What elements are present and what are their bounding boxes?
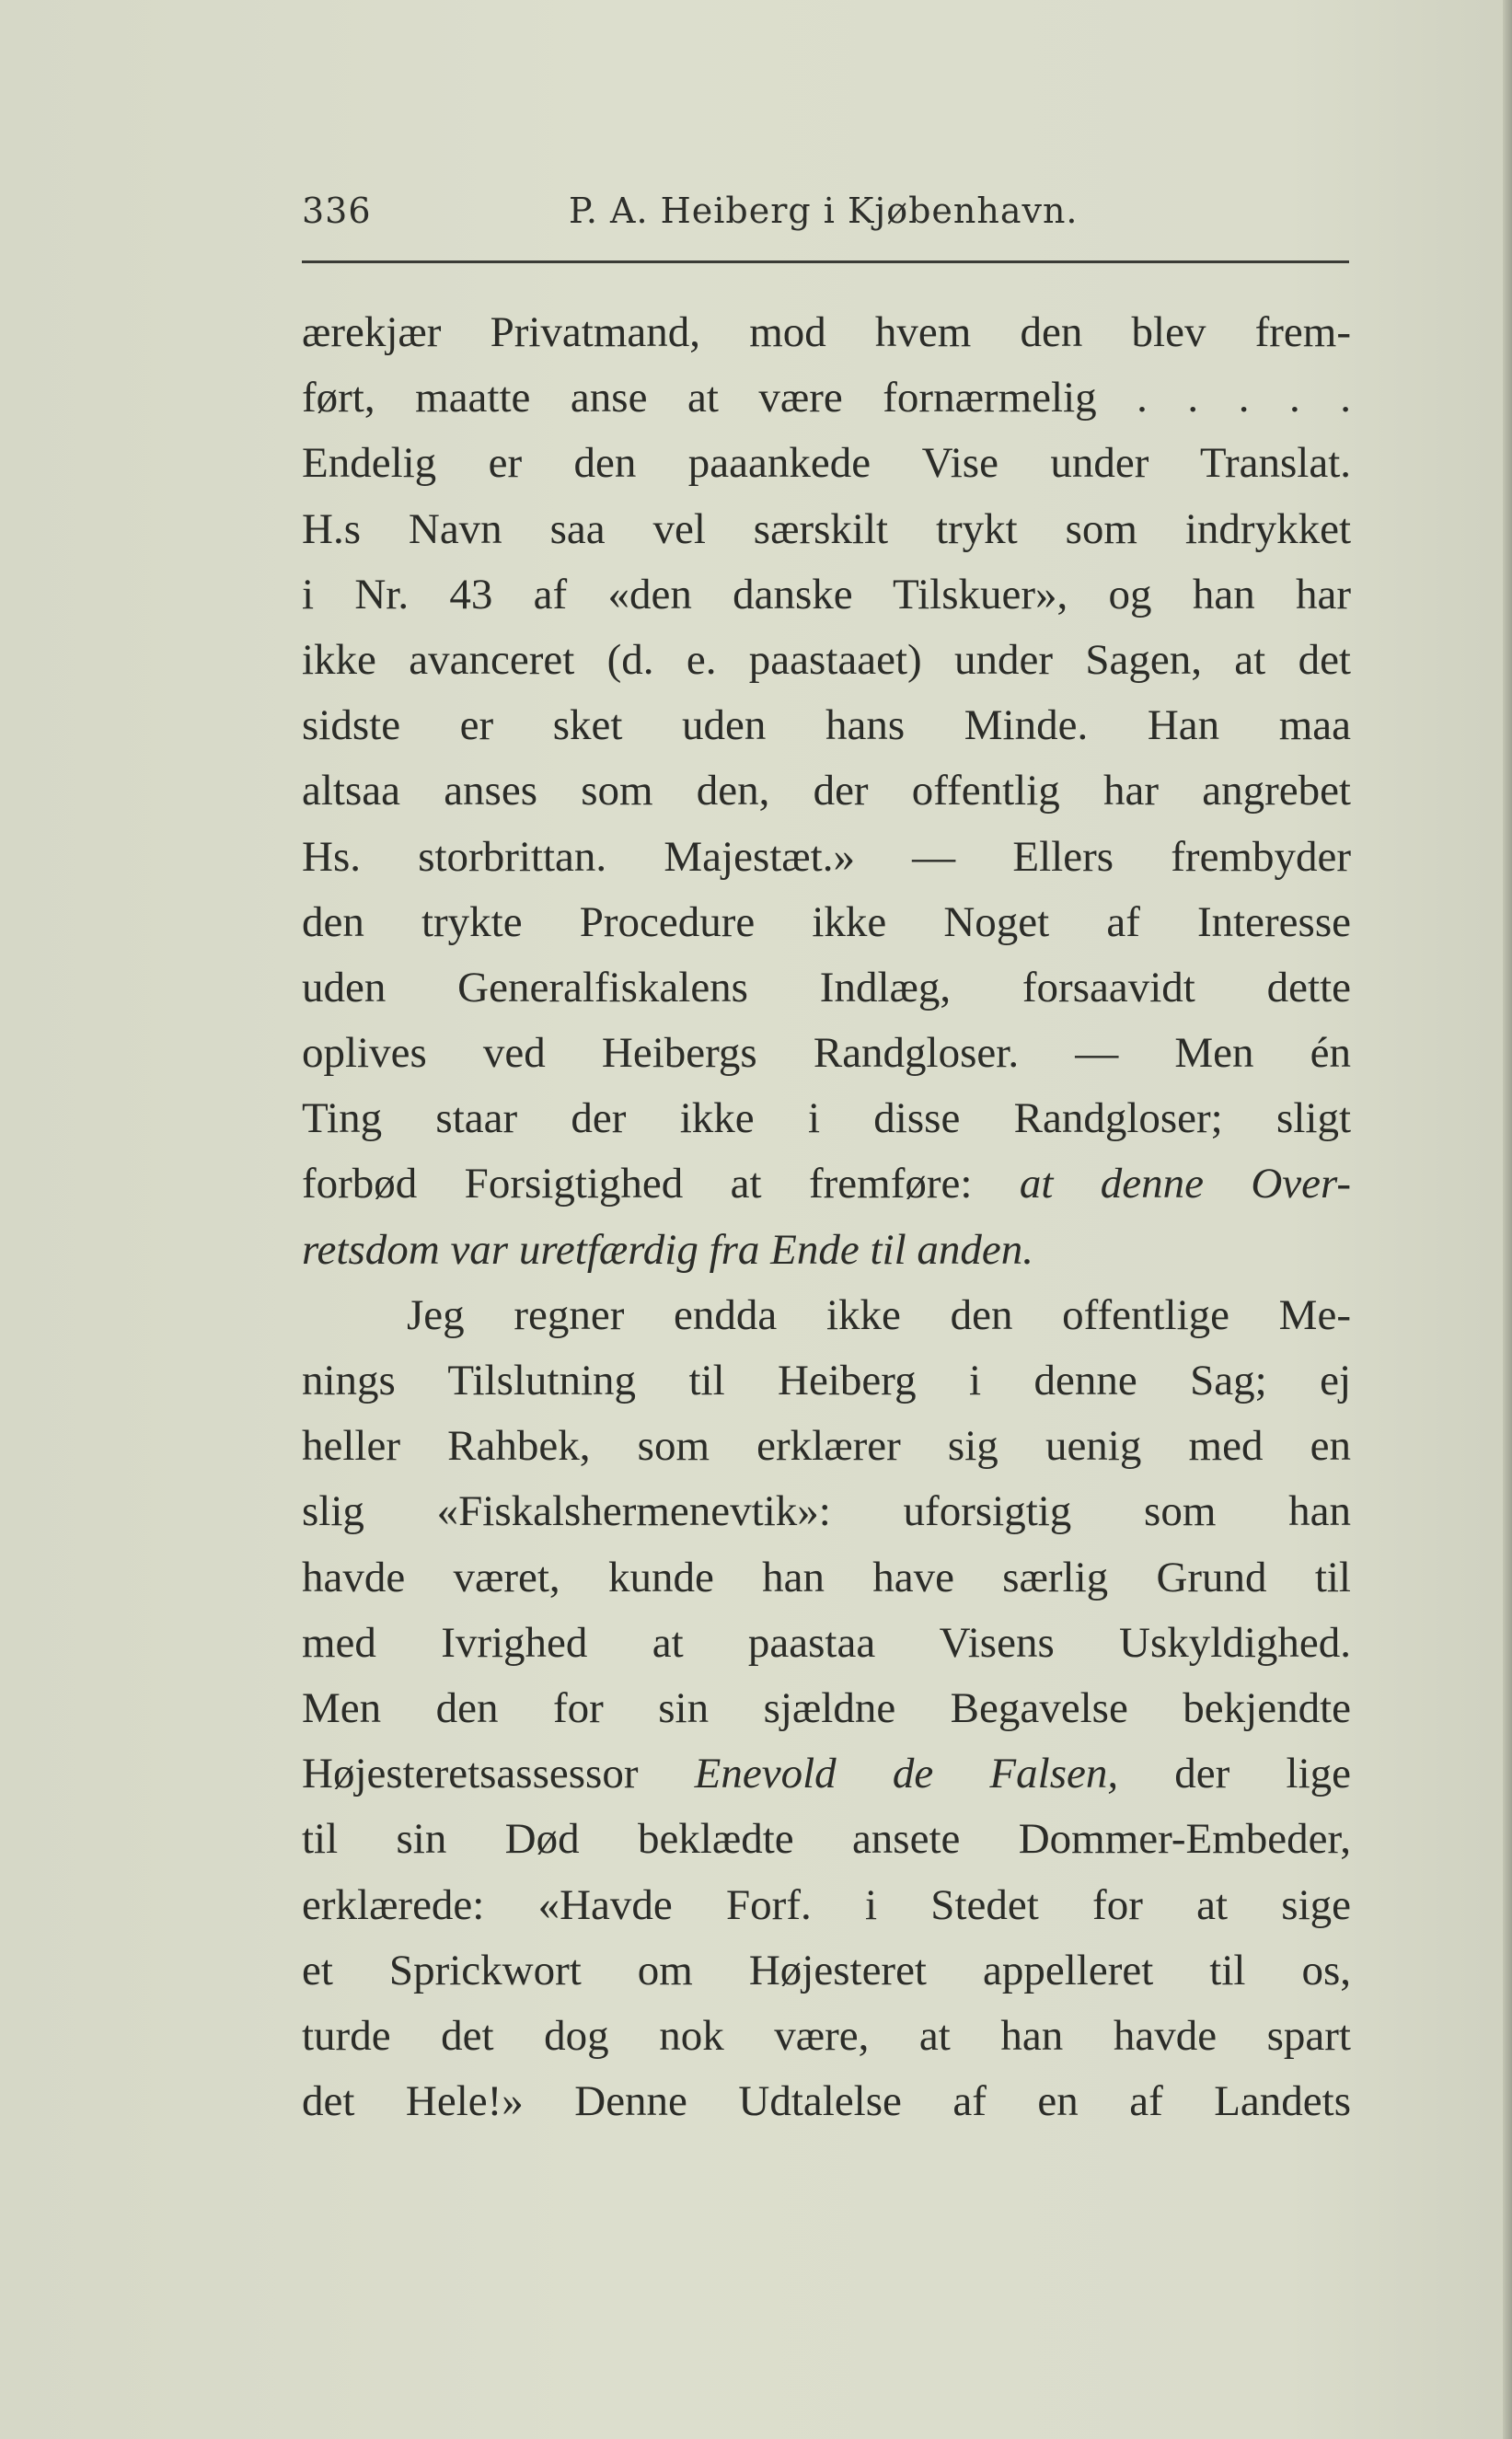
page-number: 336 [302,191,372,231]
text-line: et Sprickwort om Højesteret appelleret til os, [302,1946,1351,1994]
text-line: havde været, kunde han have særlig Grund til [302,1553,1351,1601]
page-edge-shadow [1503,0,1512,2439]
text-line: slig «Fiskalshermenevtik»: uforsigtig som han [302,1487,1351,1536]
text-line: med Ivrighed at paastaa Visens Uskyldighed. [302,1618,1351,1667]
body-text [302,300,1351,2134]
text-line: ført, maatte anse at være fornærmelig . . . . . [302,374,1351,422]
italic-name: Enevold de Falsen, [694,1750,1119,1798]
text-line: oplives ved Heibergs Randgloser. — Men én [302,1029,1351,1078]
text-line: Men den for sin sjældne Begavelse bekjendte [302,1683,1351,1732]
italic-phrase: retsdom var uretfærdig fra Ende til anden. [302,1225,1034,1274]
italic-phrase: at denne Over- [1019,1160,1352,1208]
text-line: det Hele!» Denne Udtalelse af en af Landets [302,2077,1351,2126]
text-line: til sin Død beklædte ansete Dommer-Embeder, [302,1815,1351,1864]
running-header [302,179,1351,235]
text-line: den trykte Procedure ikke Noget af Interesse [302,897,1351,946]
text-line: turde det dog nok være, at han havde spart [302,2011,1351,2060]
text-line: H.s Navn saa vel særskilt trykt som indrykket [302,504,1351,553]
text-line: Højesteretsassessor Enevold de Falsen, der lige [302,1750,1351,1798]
paragraph-first-line: Jeg regner endda ikke den offentlige Me- [407,1290,1351,1339]
text-line: nings Tilslutning til Heiberg i denne Sag; ej [302,1357,1351,1404]
text-line: heller Rahbek, som erklærer sig uenig med en [302,1422,1351,1471]
text-line: Hs. storbrittan. Majestæt.» — Ellers frembyder [302,832,1351,881]
text-line: ærekjær Privatmand, mod hvem den blev frem- [302,308,1351,356]
text-line: Ting staar der ikke i disse Randgloser; sligt [302,1094,1351,1143]
text-line: i Nr. 43 af «den danske Tilskuer», og han har [302,570,1351,618]
text-line: forbød Forsigtighed at fremføre: at denne Over- [302,1160,1352,1208]
text-line: uden Generalfiskalens Indlæg, forsaavidt dette [302,963,1351,1011]
text-line: sidste er sket uden hans Minde. Han maa [302,701,1351,750]
text-line: altsaa anses som den, der offentlig har angrebet [302,767,1351,815]
text-line [302,1218,1351,1283]
text-line: Endelig er den paaankede Vise under Translat. [302,439,1351,488]
header-rule [302,260,1349,263]
text-line: ikke avanceret (d. e. paastaaet) under Sagen, at det [302,635,1351,684]
running-title: P. A. Heiberg i Kjøbenhavn. [569,191,1079,231]
text-line: erklærede: «Havde Forf. i Stedet for at sige [302,1880,1351,1929]
